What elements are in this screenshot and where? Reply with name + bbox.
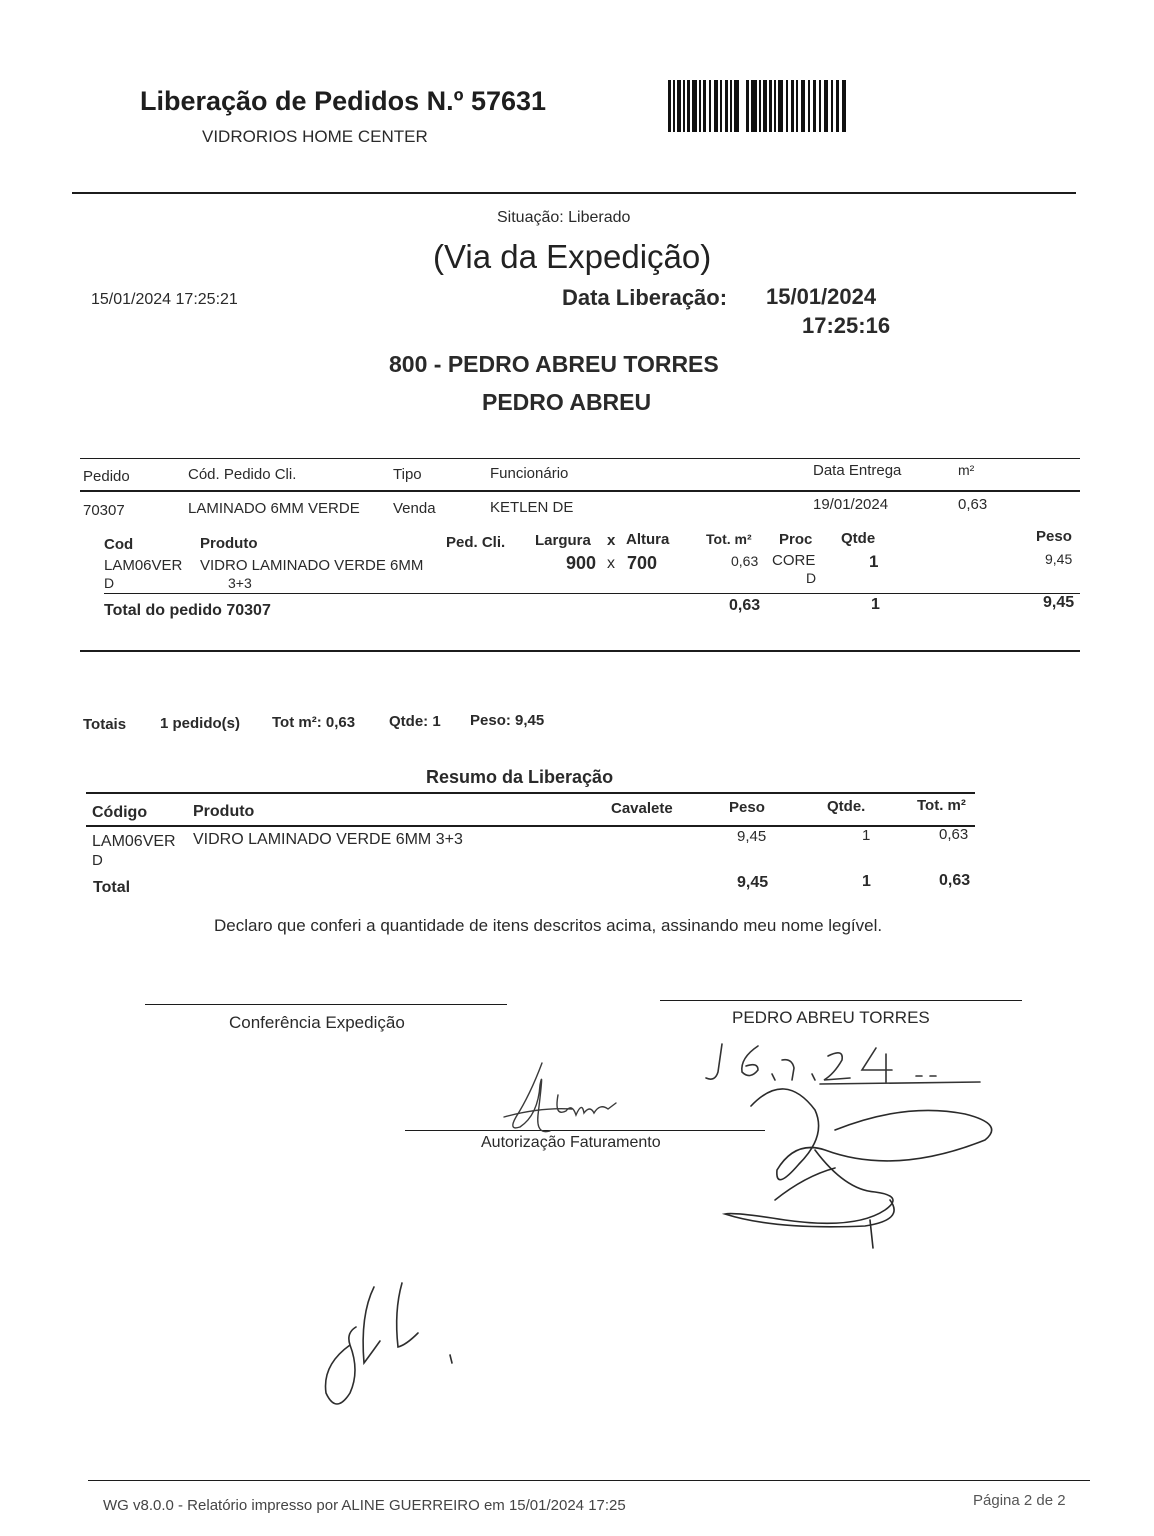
- totals-qtde: Qtde: 1: [389, 713, 441, 730]
- item-produto-line1: VIDRO LAMINADO VERDE 6MM: [200, 557, 424, 574]
- order-tipo: Venda: [393, 500, 436, 517]
- company-name: VIDRORIOS HOME CENTER: [202, 127, 428, 146]
- item-proc-line1: CORE: [772, 552, 816, 569]
- summary-header-peso: Peso: [729, 799, 765, 816]
- col-header-pedido: Pedido: [83, 468, 130, 485]
- autorizacao-signature-line: [405, 1130, 765, 1131]
- totals-pedidos: 1 pedido(s): [160, 715, 241, 732]
- order-total-qtde: 1: [871, 596, 880, 613]
- summary-total-peso: 9,45: [737, 874, 769, 891]
- autorizacao-label: Autorização Faturamento: [481, 1134, 661, 1151]
- handwritten-date: [700, 1040, 990, 1090]
- header-divider: [72, 192, 1076, 194]
- order-cod-pedido-cli: LAMINADO 6MM VERDE: [188, 500, 360, 517]
- document-title: Liberação de Pedidos N.º 57631: [140, 86, 547, 116]
- summary-title: Resumo da Liberação: [426, 767, 614, 787]
- item-header-cod: Cod: [104, 536, 134, 553]
- col-header-m2: m²: [958, 462, 975, 478]
- item-header-ped-cli: Ped. Cli.: [446, 534, 506, 551]
- summary-header-qtde: Qtde.: [827, 798, 866, 815]
- item-qtde: 1: [869, 552, 879, 571]
- order-table-top-border: [80, 458, 1080, 459]
- barcode: [668, 80, 848, 132]
- summary-qtde: 1: [862, 827, 871, 844]
- item-produto-line2: 3+3: [228, 575, 252, 591]
- summary-top-border: [86, 792, 975, 794]
- print-datetime: 15/01/2024 17:25:21: [91, 291, 238, 308]
- status-text: Situação: Liberado: [497, 209, 631, 226]
- customer-short-name: PEDRO ABREU: [482, 389, 652, 415]
- item-header-altura: Altura: [626, 531, 670, 548]
- item-header-qtde: Qtde: [841, 530, 876, 547]
- copy-type: (Via da Expedição): [433, 238, 712, 275]
- col-header-funcionario: Funcionário: [490, 465, 569, 482]
- col-header-cod-pedido-cli: Cód. Pedido Cli.: [188, 466, 297, 483]
- item-proc-line2: D: [806, 570, 817, 586]
- release-label: Data Liberação:: [562, 285, 728, 310]
- summary-total-label: Total: [93, 879, 131, 896]
- item-peso: 9,45: [1045, 551, 1073, 567]
- release-time: 17:25:16: [802, 313, 891, 338]
- order-pedido: 70307: [83, 502, 125, 519]
- item-header-peso: Peso: [1036, 528, 1072, 545]
- item-header-x: x: [607, 532, 616, 549]
- summary-total-qtde: 1: [862, 873, 871, 890]
- summary-header-cavalete: Cavalete: [611, 800, 673, 817]
- summary-header-codigo: Código: [92, 804, 148, 821]
- client-signature-line: [660, 1000, 1022, 1001]
- summary-produto: VIDRO LAMINADO VERDE 6MM 3+3: [193, 831, 463, 848]
- totals-peso: Peso: 9,45: [470, 712, 545, 729]
- item-x: x: [607, 555, 615, 572]
- client-signature: [715, 1080, 1000, 1270]
- item-header-produto: Produto: [200, 535, 258, 552]
- release-date: 15/01/2024: [766, 284, 877, 309]
- item-altura: 700: [627, 553, 658, 573]
- footer-divider: [88, 1480, 1090, 1481]
- order-table-bottom-border: [80, 650, 1080, 652]
- declaration-text: Declaro que conferi a quantidade de itens descritos acima, assinando meu nome legível.: [214, 916, 883, 935]
- item-cod-line1: LAM06VER: [104, 557, 183, 574]
- order-funcionario: KETLEN DE: [490, 499, 574, 516]
- summary-header-border: [86, 825, 975, 827]
- item-largura: 900: [566, 553, 597, 573]
- order-m2: 0,63: [958, 496, 988, 513]
- item-total-border: [104, 593, 1080, 594]
- col-header-tipo: Tipo: [393, 466, 422, 483]
- order-table-header-border: [80, 490, 1080, 492]
- client-name-label: PEDRO ABREU TORRES: [732, 1008, 930, 1027]
- summary-header-produto: Produto: [193, 803, 255, 820]
- totals-label: Totais: [83, 716, 127, 733]
- footer-print-info: WG v8.0.0 - Relatório impresso por ALINE GUERREIRO em 15/01/2024 17:25: [103, 1497, 626, 1514]
- order-total-label: Total do pedido 70307: [104, 602, 271, 619]
- totals-tot-m2: Tot m²: 0,63: [272, 714, 356, 731]
- conferencia-label: Conferência Expedição: [229, 1013, 405, 1032]
- item-header-proc: Proc: [779, 531, 813, 548]
- col-header-data-entrega: Data Entrega: [813, 462, 902, 479]
- footer-page-number: Página 2 de 2: [973, 1492, 1066, 1509]
- item-cod-line2: D: [104, 575, 115, 591]
- order-total-peso: 9,45: [1043, 594, 1075, 611]
- order-data-entrega: 19/01/2024: [813, 496, 889, 513]
- summary-codigo-line2: D: [92, 852, 103, 869]
- summary-codigo-line1: LAM06VER: [92, 833, 176, 850]
- item-tot-m2: 0,63: [731, 553, 759, 569]
- summary-tot-m2: 0,63: [939, 826, 969, 843]
- summary-total-tot-m2: 0,63: [939, 872, 971, 889]
- item-header-largura: Largura: [535, 532, 591, 549]
- order-total-tot-m2: 0,63: [729, 597, 761, 614]
- summary-header-tot-m2: Tot. m²: [917, 797, 966, 814]
- customer-code-name: 800 - PEDRO ABREU TORRES: [389, 351, 719, 377]
- handwritten-note: [310, 1275, 470, 1425]
- item-header-tot-m2: Tot. m²: [706, 531, 752, 547]
- summary-peso: 9,45: [737, 828, 767, 845]
- conferencia-signature-line: [145, 1004, 507, 1005]
